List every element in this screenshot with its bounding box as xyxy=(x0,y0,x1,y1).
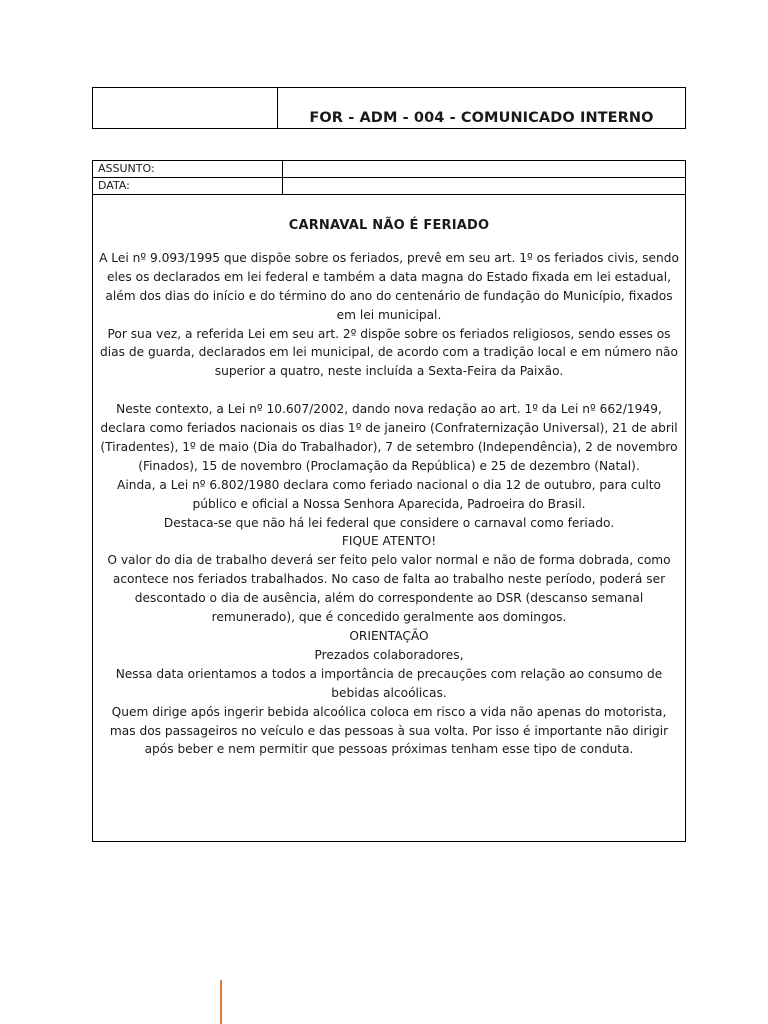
document-title: CARNAVAL NÃO É FERIADO xyxy=(288,218,490,233)
memo-form xyxy=(92,160,686,842)
assunto-row xyxy=(93,161,685,178)
data-field[interactable] xyxy=(283,178,685,194)
form-header xyxy=(92,87,686,129)
form-title: FOR - ADM - 004 - COMUNICADO INTERNO xyxy=(309,110,654,126)
data-row xyxy=(93,178,685,195)
paragraph-feriados-religiosos: Por sua vez, a referida Lei em seu art. 2º dispõe sobre os feriados religiosos, sendo esses os dias de guarda, declarados em lei municipal, de acordo com a tradição local e em número não superior a quatro, neste incluída a Sexta-Feira da Paixão. xyxy=(100,326,678,379)
paragraph-spacer xyxy=(99,381,679,400)
paragraph-lei-9093: A Lei nº 9.093/1995 que dispõe sobre os feriados, prevê em seu art. 1º os feriados civis, sendo eles os declarados em lei federal e também a data magna do Estado fixada em lei estadual, além dos dias do início e do término do ano do centenário de fundação do Município, fixados em lei municipal. xyxy=(99,250,679,322)
heading-orientacao: ORIENTAÇÃO xyxy=(349,629,429,644)
memo-body xyxy=(93,217,685,759)
paragraph-lei-6802: Ainda, a Lei nº 6.802/1980 declara como feriado nacional o dia 12 de outubro, para culto público e oficial a Nossa Senhora Aparecida, Padroeira do Brasil. xyxy=(117,477,661,511)
paragraph-lei-10607: Neste contexto, a Lei nº 10.607/2002, dando nova redação ao art. 1º da Lei nº 662/1949, declara como feriados nacionais os dias 1º de janeiro (Confraternização Universal), 21 de abril (Tiradentes), 1º de maio (Dia do Trabalhador), 7 de setembro (Independência), 2 de novembro (Finados), 15 de novembro (Proclamação da República) e 25 de dezembro (Natal). xyxy=(100,402,678,473)
paragraph-valor-dia: O valor do dia de trabalho deverá ser feito pelo valor normal e não de forma dobrada, como acontece nos feriados trabalhados. No caso de falta ao trabalho neste período, poderá ser descontado o dia de ausência, além do correspondente ao DSR (descanso semanal remunerado), que é concedido geralmente aos domingos. xyxy=(107,553,671,625)
paragraph-bebidas: Nessa data orientamos a todos a importância de precauções com relação ao consumo de bebidas alcoólicas. xyxy=(115,666,663,700)
assunto-field[interactable] xyxy=(283,161,685,177)
paragraph-dirigir: Quem dirige após ingerir bebida alcoólica coloca em risco a vida não apenas do motorista, mas dos passageiros no veículo e das pessoas à sua volta. Por isso é importante não dirigir após beber e nem permitir que pessoas próximas tenham esse tipo de conduta. xyxy=(109,704,669,757)
logo-cell xyxy=(93,88,278,128)
data-label: DATA: xyxy=(93,178,283,194)
paragraph-carnaval: Destaca-se que não há lei federal que considere o carnaval como feriado. xyxy=(163,515,615,530)
page-edge-marker xyxy=(220,980,222,1024)
assunto-label: ASSUNTO: xyxy=(93,161,283,177)
heading-fique-atento: FIQUE ATENTO! xyxy=(341,534,437,549)
paragraph-saudacao: Prezados colaboradores, xyxy=(314,647,464,662)
